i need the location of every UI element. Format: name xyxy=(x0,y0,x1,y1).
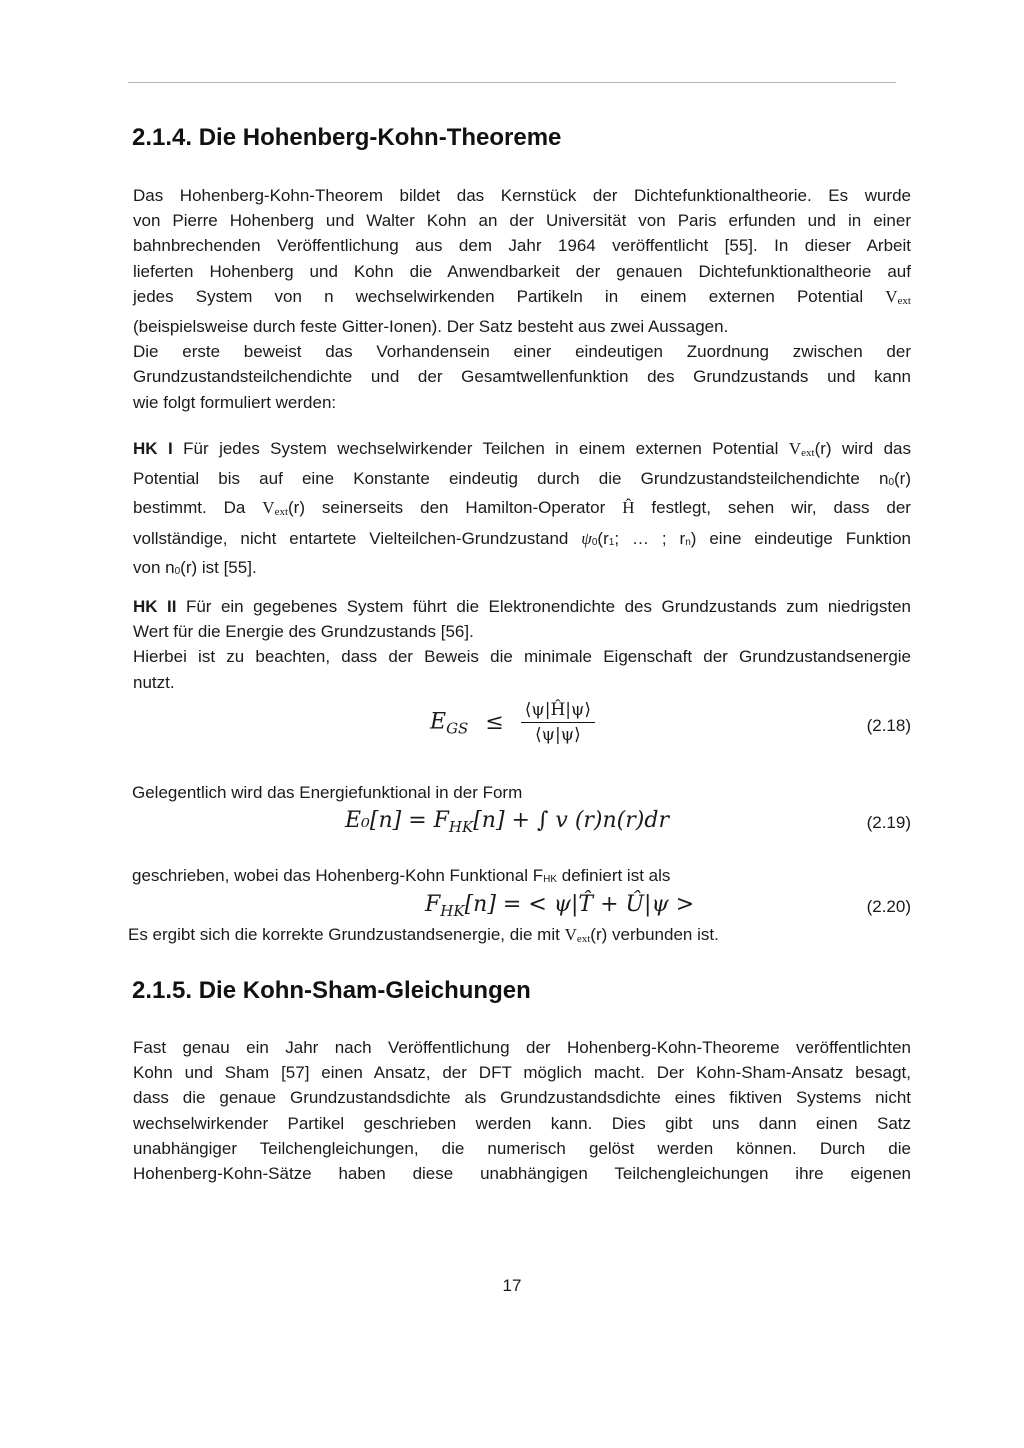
equation-number: (2.20) xyxy=(866,897,911,916)
text-line: HK I Für jedes System wechselwirkender Teilchen in einem externen Potential Vext(r) wird das xyxy=(133,439,911,459)
text-line: unabhängiger Teilchengleichungen, die numerisch gelöst werden können. Durch die xyxy=(133,1138,911,1158)
text-line: bahnbrechenden Veröffentlichung aus dem Jahr 1964 veröffentlicht [55]. In dieser Arbeit xyxy=(133,236,911,256)
text-line: jedes System von n wechselwirkenden Partikeln in einem externen Potential Vext xyxy=(133,286,911,307)
equation-number: (2.18) xyxy=(866,716,911,735)
page-number: 17 xyxy=(502,1276,522,1295)
text-line: wie folgt formuliert werden: xyxy=(133,392,337,412)
text-line: Die erste beweist das Vorhandensein einer eindeutigen Zuordnung zwischen der xyxy=(133,342,911,362)
section-heading-ks: 2.1.5. Die Kohn-Sham-Gleichungen xyxy=(132,977,531,1004)
hk2-label: HK II xyxy=(133,597,177,616)
text-line: HK II Für ein gegebenes System führt die Elektronendichte des Grundzustands zum niedrigsten xyxy=(133,597,911,616)
text-line: Gelegentlich wird das Energiefunktional in der Form xyxy=(132,783,523,802)
ks-paragraph xyxy=(133,1035,911,1186)
text-line: Es ergibt sich die korrekte Grundzustandsenergie, die mit Vext(r) verbunden ist. xyxy=(128,925,719,945)
hk1-paragraph xyxy=(133,436,911,584)
equation-number: (2.19) xyxy=(866,813,911,832)
equation-2-19: $E_0[n] = F_{HK}[n]$ + ∫ v (r)n(r)dr xyxy=(345,808,669,836)
header-rule xyxy=(128,82,896,83)
text-line: Kohn und Sham [57] einen Ansatz, der DFT möglich macht. Der Kohn-Sham-Ansatz besagt, xyxy=(133,1063,911,1083)
text-line: geschrieben, wobei das Hohenberg-Kohn Funktional FHK definiert ist als xyxy=(132,866,671,885)
text-line: Hierbei ist zu beachten, dass der Beweis die minimale Eigenschaft der Grundzustandsenergie xyxy=(133,647,911,667)
equation-2-20: $F_{HK}[n]$ = < ψ|T̂ + Û|ψ > xyxy=(425,892,695,920)
text-line: dass die genaue Grundzustandsdichte als Grundzustandsdichte eines fiktiven Systems nicht xyxy=(133,1088,911,1108)
hk2-paragraph xyxy=(133,594,911,695)
text-line: nutzt. xyxy=(133,672,175,692)
hk1-label: HK I xyxy=(133,439,173,458)
text-line: lieferten Hohenberg und Kohn die Anwendbarkeit der genauen Dichtefunktionaltheorie auf xyxy=(133,261,911,281)
text-line: Hohenberg-Kohn-Sätze haben diese unabhängigen Teilchengleichungen ihre eigenen xyxy=(133,1164,911,1184)
text-line: Potential bis auf eine Konstante eindeutig durch die Grundzustandsteilchendichte n0(r) xyxy=(133,469,911,489)
text-line: von n0(r) ist [55]. xyxy=(133,557,257,577)
text-line: bestimmt. Da Vext(r) seinerseits den Hamilton-Operator Ĥ festlegt, sehen wir, dass der xyxy=(133,498,911,519)
text-line: Das Hohenberg-Kohn-Theorem bildet das Kernstück der Dichtefunktionaltheorie. Es wurde xyxy=(133,186,911,205)
text-line: Wert für die Energie des Grundzustands [56]. xyxy=(133,622,474,642)
equation-2-18: $E_{GS}$ ≤ $\frac{⟨\psi|Ĥ|\psi⟩}{⟨\psi|\psi⟩}$ xyxy=(430,700,595,745)
text-line: Grundzustandsteilchendichte und der Gesamtwellenfunktion des Grundzustands und kann xyxy=(133,367,911,387)
text-line: vollständige, nicht entartete Vielteilchen-Grundzustand ψ0(r1; … ; rn) eine eindeutige Funktion xyxy=(133,528,911,548)
text-line: (beispielsweise durch feste Gitter-Ionen). Der Satz besteht aus zwei Aussagen. xyxy=(133,317,729,337)
section-heading-hk: 2.1.4. Die Hohenberg-Kohn-Theoreme xyxy=(132,124,562,151)
fraction: $\frac{⟨\psi|Ĥ|\psi⟩}{⟨\psi|\psi⟩}$ xyxy=(521,700,595,745)
text-line: Fast genau ein Jahr nach Veröffentlichung der Hohenberg-Kohn-Theoreme veröffentlichten xyxy=(133,1038,911,1057)
text-line: wechselwirkender Partikel geschrieben werden kann. Dies gibt uns dann einen Satz xyxy=(133,1113,911,1133)
text-line: von Pierre Hohenberg und Walter Kohn an der Universität von Paris erfunden und in einer xyxy=(133,211,911,231)
intro-paragraph xyxy=(133,183,911,415)
